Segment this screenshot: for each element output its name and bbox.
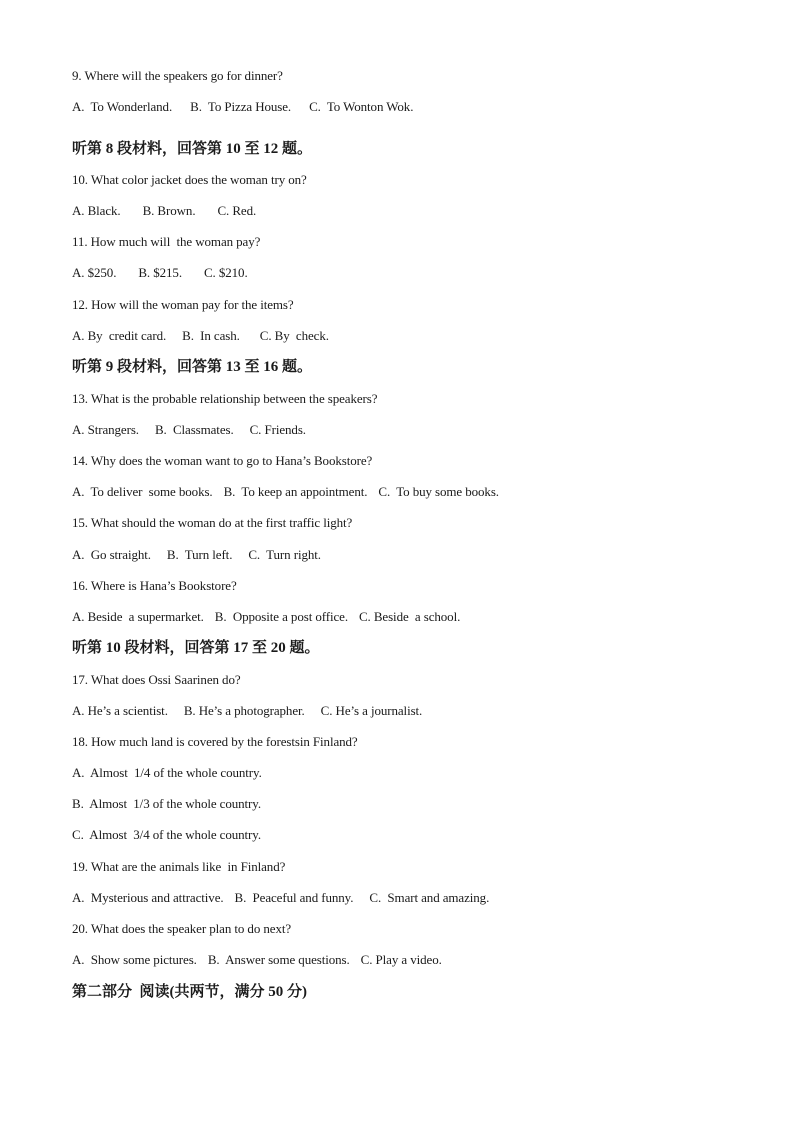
question-number: 14. bbox=[72, 453, 88, 468]
option-c: C. Smart and amazing. bbox=[369, 890, 490, 905]
question-number: 12. bbox=[72, 297, 88, 312]
option-b: B. Opposite a post office. bbox=[214, 609, 348, 624]
option-c: C. Play a video. bbox=[360, 952, 442, 967]
question-17 bbox=[72, 672, 241, 688]
options-20 bbox=[72, 952, 442, 968]
option-18-b: B. Almost 1/3 of the whole country. bbox=[72, 796, 261, 811]
options-13 bbox=[72, 422, 306, 438]
option-a: A. $250. bbox=[72, 265, 117, 280]
section-heading-passage-10: 听第 10 段材料，回答第 17 至 20 题。 bbox=[72, 640, 320, 656]
option-b: B. To keep an appointment. bbox=[223, 484, 368, 499]
option-a: A. To deliver some books. bbox=[72, 484, 213, 499]
options-14 bbox=[72, 484, 499, 500]
options-12 bbox=[72, 328, 329, 344]
question-text: What should the woman do at the first traffic light? bbox=[90, 515, 353, 530]
option-b: B. $215. bbox=[138, 265, 182, 280]
question-13 bbox=[72, 391, 377, 407]
question-text: What does Ossi Saarinen do? bbox=[90, 672, 241, 687]
question-9 bbox=[72, 68, 283, 84]
question-number: 18. bbox=[72, 734, 88, 749]
option-b: B. Answer some questions. bbox=[207, 952, 350, 967]
section-heading-passage-9: 听第 9 段材料，回答第 13 至 16 题。 bbox=[72, 359, 313, 375]
options-19 bbox=[72, 890, 489, 906]
question-number: 10. bbox=[72, 172, 88, 187]
question-16 bbox=[72, 578, 237, 594]
section-heading-passage-8: 听第 8 段材料，回答第 10 至 12 题。 bbox=[72, 141, 313, 157]
question-text: What is the probable relationship between the speakers? bbox=[90, 391, 378, 406]
option-c: C. Turn right. bbox=[248, 547, 321, 562]
question-20 bbox=[72, 921, 291, 937]
option-a: A. He’s a scientist. bbox=[72, 703, 168, 718]
option-b: B. Brown. bbox=[142, 203, 196, 218]
option-c: C. Beside a school. bbox=[358, 609, 461, 624]
question-number: 16. bbox=[72, 578, 88, 593]
option-b: B. In cash. bbox=[182, 328, 240, 343]
option-c: C. Friends. bbox=[249, 422, 306, 437]
option-18-a: A. Almost 1/4 of the whole country. bbox=[72, 765, 262, 780]
section-heading-part-2: 第二部分 阅读(共两节，满分 50 分) bbox=[72, 984, 307, 1000]
option-a: A. Go straight. bbox=[72, 547, 151, 562]
question-text: How much will the woman pay? bbox=[90, 234, 261, 249]
question-number: 11. bbox=[72, 234, 88, 249]
question-number: 17. bbox=[72, 672, 88, 687]
question-text: What does the speaker plan to do next? bbox=[90, 921, 292, 936]
option-a: A. Strangers. bbox=[72, 422, 139, 437]
option-a: A. To Wonderland. bbox=[72, 99, 173, 114]
option-b: B. To Pizza House. bbox=[190, 99, 292, 114]
question-19 bbox=[72, 859, 285, 875]
options-17 bbox=[72, 703, 422, 719]
option-c: C. $210. bbox=[203, 265, 248, 280]
option-18-c: C. Almost 3/4 of the whole country. bbox=[72, 827, 261, 842]
question-number: 15. bbox=[72, 515, 88, 530]
options-11 bbox=[72, 265, 248, 281]
question-10 bbox=[72, 172, 307, 188]
question-12 bbox=[72, 297, 294, 313]
option-b: B. Classmates. bbox=[154, 422, 234, 437]
option-c: C. To buy some books. bbox=[378, 484, 499, 499]
options-16 bbox=[72, 609, 460, 625]
question-number: 20. bbox=[72, 921, 88, 936]
option-c: C. To Wonton Wok. bbox=[309, 99, 414, 114]
question-text: What color jacket does the woman try on? bbox=[90, 172, 307, 187]
option-a: A. Show some pictures. bbox=[72, 952, 197, 967]
option-a: A. By credit card. bbox=[72, 328, 167, 343]
option-a: A. Mysterious and attractive. bbox=[72, 890, 224, 905]
option-c: C. Red. bbox=[217, 203, 257, 218]
option-c: C. By check. bbox=[259, 328, 329, 343]
option-b: B. Turn left. bbox=[166, 547, 233, 562]
question-text: Where will the speakers go for dinner? bbox=[84, 68, 283, 83]
question-14 bbox=[72, 453, 372, 469]
option-b: B. Peaceful and funny. bbox=[234, 890, 354, 905]
option-b: B. He’s a photographer. bbox=[183, 703, 305, 718]
question-text: What are the animals like in Finland? bbox=[90, 859, 286, 874]
question-number: 9. bbox=[72, 68, 82, 83]
question-text: How much land is covered by the forestsin Finland? bbox=[91, 734, 358, 749]
question-number: 13. bbox=[72, 391, 88, 406]
question-15 bbox=[72, 515, 352, 531]
options-9 bbox=[72, 99, 413, 115]
question-text: How will the woman pay for the items? bbox=[91, 297, 294, 312]
option-a: A. Black. bbox=[72, 203, 121, 218]
option-c: C. He’s a journalist. bbox=[320, 703, 423, 718]
question-text: Why does the woman want to go to Hana’s Bookstore? bbox=[90, 453, 373, 468]
question-number: 19. bbox=[72, 859, 88, 874]
options-10 bbox=[72, 203, 256, 219]
question-11 bbox=[72, 234, 260, 250]
question-text: Where is Hana’s Bookstore? bbox=[90, 578, 237, 593]
options-15 bbox=[72, 547, 321, 563]
option-a: A. Beside a supermarket. bbox=[72, 609, 204, 624]
question-18 bbox=[72, 734, 358, 750]
